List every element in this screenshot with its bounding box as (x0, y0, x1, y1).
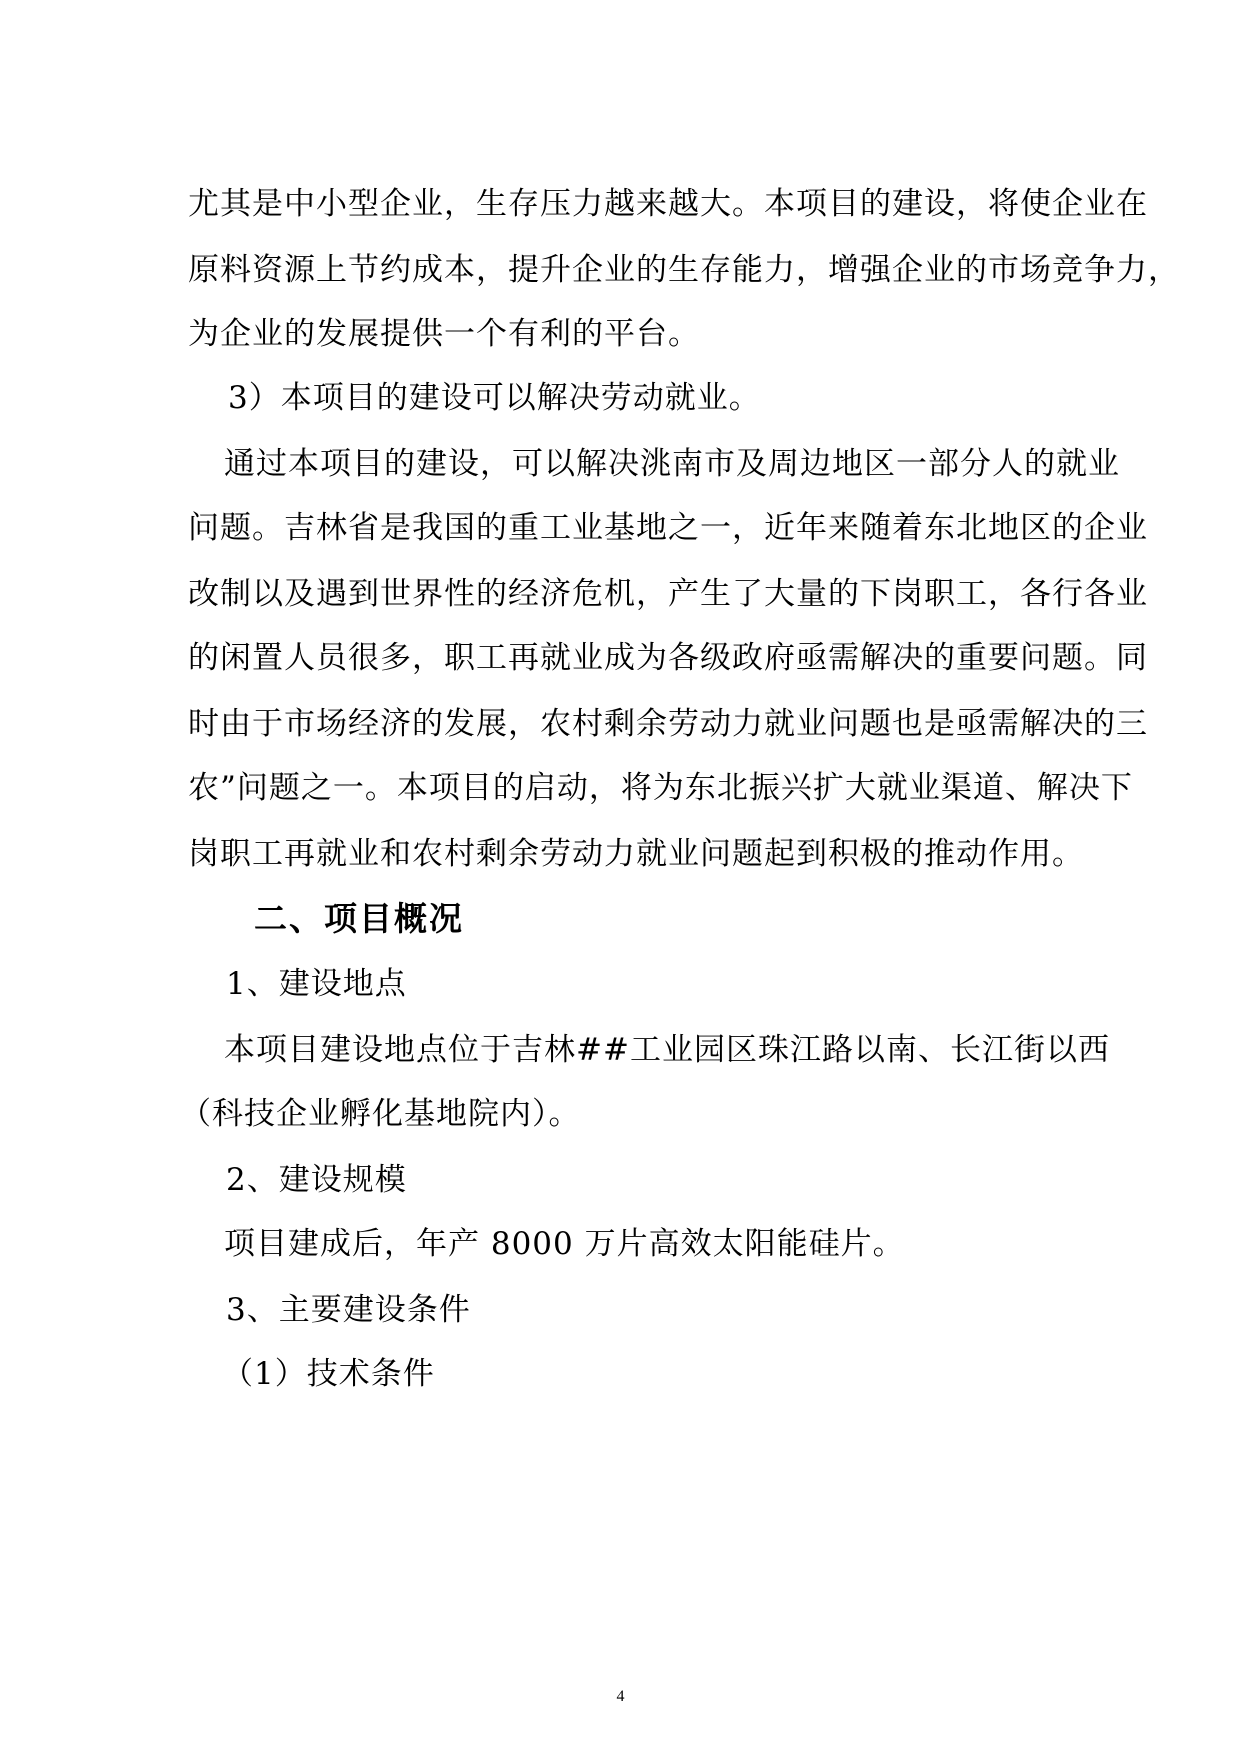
paragraph-line: 项目建成后，年产 8000 万片高效太阳能硅片。 (224, 1226, 905, 1262)
paragraph-line: 问题。吉林省是我国的重工业基地之一，近年来随着东北地区的企业 (188, 510, 1148, 546)
paragraph-line: 本项目建设地点位于吉林##工业园区珠江路以南、长江街以西 (224, 1032, 1110, 1068)
paragraph-line: （科技企业孵化基地院内）。 (180, 1096, 581, 1132)
item-heading: （1）技术条件 (222, 1356, 435, 1392)
paragraph-line: 为企业的发展提供一个有利的平台。 (188, 316, 700, 352)
subsection-title: 2、建设规模 (226, 1162, 407, 1198)
item-heading: 3）本项目的建设可以解决劳动就业。 (228, 380, 761, 416)
page-number: 4 (616, 1688, 625, 1705)
paragraph-line: 的闲置人员很多，职工再就业成为各级政府亟需解决的重要问题。同 (188, 640, 1148, 676)
paragraph-line: 通过本项目的建设，可以解决洮南市及周边地区一部分人的就业 (224, 446, 1120, 482)
paragraph-line: 改制以及遇到世界性的经济危机，产生了大量的下岗职工，各行各业 (188, 576, 1148, 612)
subsection-title: 3、主要建设条件 (226, 1292, 471, 1328)
section-title: 二、项目概况 (254, 899, 464, 938)
subsection-title: 1、建设地点 (226, 966, 407, 1002)
paragraph-line: 时由于市场经济的发展，农村剩余劳动力就业问题也是亟需解决的三 (188, 706, 1148, 742)
paragraph-line: 尤其是中小型企业，生存压力越来越大。本项目的建设，将使企业在 (188, 186, 1148, 222)
paragraph-line: 原料资源上节约成本，提升企业的生存能力，增强企业的市场竞争力， (188, 252, 1180, 288)
paragraph-line: 农”问题之一。本项目的启动，将为东北振兴扩大就业渠道、解决下 (188, 770, 1133, 806)
paragraph-line: 岗职工再就业和农村剩余劳动力就业问题起到积极的推动作用。 (188, 836, 1084, 872)
